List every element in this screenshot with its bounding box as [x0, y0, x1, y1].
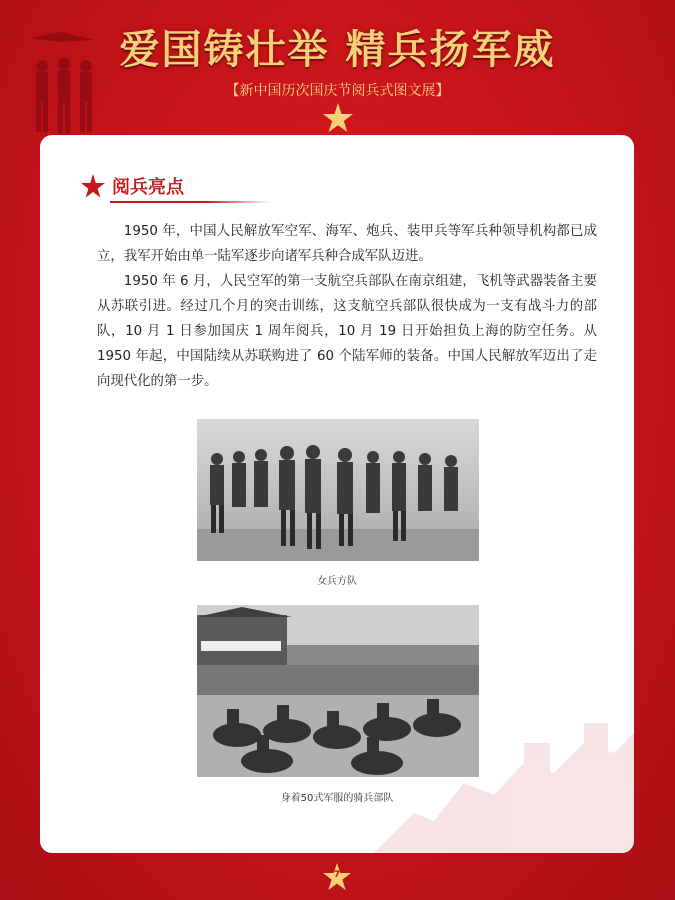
section-underline — [110, 201, 270, 203]
star-icon — [322, 102, 354, 134]
page-title: 爱国铸壮举 精兵扬军威 — [119, 26, 556, 73]
star-icon — [80, 173, 106, 199]
section-title: 阅兵亮点 — [112, 177, 184, 198]
paragraph: 1950 年，中国人民解放军空军、海军、炮兵、装甲兵等军兵种领导机构都已成立，我军开始由单一陆军逐步向诸军兵种合成军队迈进。 — [97, 224, 597, 264]
photo-caption: 女兵方队 — [317, 576, 357, 587]
section-header — [80, 171, 280, 205]
photo-caption: 身着50式军服的骑兵部队 — [280, 793, 394, 804]
paragraph: 1950 年 6 月，人民空军的第一支航空兵部队在南京组建，飞机等武器装备主要从苏联引进。经过几个月的突击训练，这支航空兵部队很快成为一支有战斗力的部队，10 月 1 日参加国庆 1 周年阅兵，10 月 19 日开始担负上海的防空任务。从 1950 年起，中国陆续从苏联购进了 60 个陆军师的装备。中国人民解放军迈出了走向现代化的第一步。 — [97, 274, 597, 389]
content-card — [40, 135, 634, 853]
page-number: 7 — [333, 870, 341, 880]
page-subtitle: 【新中国历次国庆节阅兵式图文展】 — [225, 83, 450, 99]
article-body — [97, 219, 597, 394]
photo-cavalry-unit — [197, 605, 479, 777]
photo-female-soldiers — [197, 419, 479, 561]
